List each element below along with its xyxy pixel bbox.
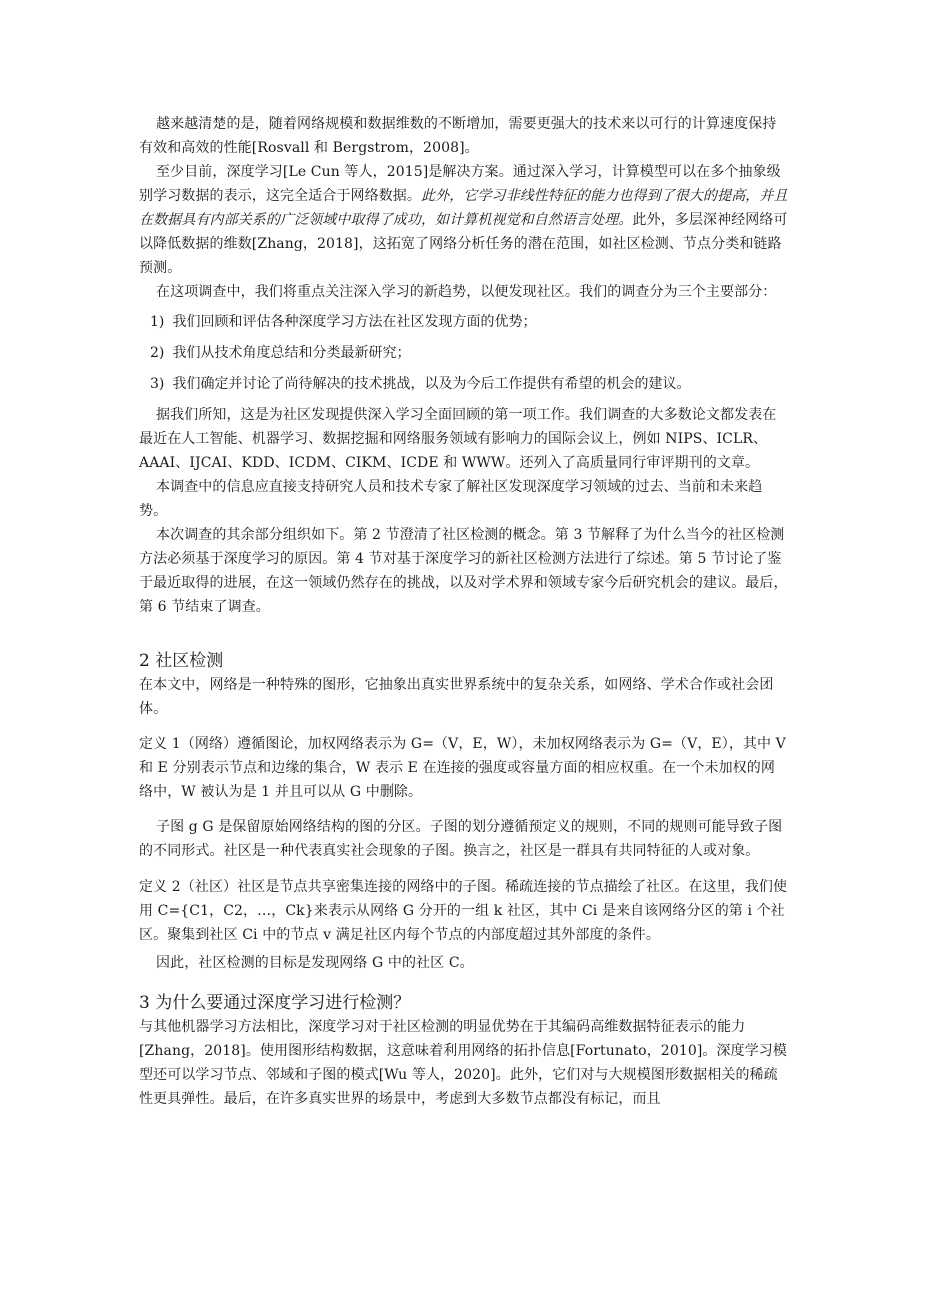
list-item-text: 我们回顾和评估各种深度学习方法在社区发现方面的优势； [172,314,537,330]
list-item [139,310,789,334]
section-2-paragraph-1: 在本文中，网络是一种特殊的图形，它抽象出真实世界系统中的复杂关系，如网络、学术合作或社会团体。 [139,677,774,717]
section-3-paragraph-1: 与其他机器学习方法相比，深度学习对于社区检测的明显优势在于其编码高维数据特征表示的能力[Zhang，2018]。使用图形结构数据，这意味着利用网络的拓扑信息[Fortunato，2010]。深度学习模型还可以学习节点、邻域和子图的模式[Wu 等人，2020]。此外，它们对与大规模图形数据相关的稀疏性更具弹性。最后，在许多真实世界的场景中，考虑到大多数节点都没有标记，而且 [139,1019,788,1107]
list-item [139,372,789,396]
section-2-heading: 2 社区检测 [139,651,224,671]
definition-1: 定义 1（网络）遵循图论，加权网络表示为 G=（V，E，W），未加权网络表示为 G=（V，E），其中 V 和 E 分别表示节点和边缘的集合，W 表示 E 在连接的强度或容量方面的相应权重。在一个未加权的网络中，W 被认为是 1 并且可以从 G 中删除。 [139,736,786,800]
document-page [139,112,789,1111]
contribution-list [139,310,789,396]
list-item-number: 3) [150,376,165,392]
list-item-text: 我们确定并讨论了尚待解决的技术挑战，以及为今后工作提供有希望的机会的建议。 [172,376,691,392]
intro-paragraph-3: 在这项调查中，我们将重点关注深入学习的新趋势，以便发现社区。我们的调查分为三个主要部分： [156,284,777,300]
list-item-number: 1) [150,314,165,330]
intro-paragraph-2-start: 至少目前，深度学习[Le Cun 等人，2015]是解决方案。通过深入学习，计算模型可以在多个抽象级别学习数据的表示，这完全适合于网络数据。 [139,164,781,204]
section-2-paragraph-2: 子图 g G 是保留原始网络结构的图的分区。子图的划分遵循预定义的规则，不同的规则可能导致子图的不同形式。社区是一种代表真实社会现象的子图。换言之，社区是一群具有共同特征的人或对象。 [139,819,783,859]
intro-paragraph-4: 据我们所知，这是为社区发现提供深入学习全面回顾的第一项工作。我们调查的大多数论文都发表在最近在人工智能、机器学习、数据挖掘和网络服务领域有影响力的国际会议上，例如 NIPS、ICLR、AAAI、IJCAI、KDD、ICDM、CIKM、ICDE 和 WWW。还列入了高质量同行审评期刊的文章。 [139,407,777,471]
intro-paragraph-2-end: 此外，多层深神经网络可以降低数据的维数[Zhang，2018]，这拓宽了网络分析任务的潜在范围，如社区检测、节点分类和链路预测。 [139,212,788,276]
section-3-heading: 3 为什么要通过深度学习进行检测？ [139,993,411,1013]
section-2-paragraph-3: 因此，社区检测的目标是发现网络 G 中的社区 C。 [156,955,474,971]
list-item-number: 2) [150,345,165,361]
definition-2: 定义 2（社区）社区是节点共享密集连接的网络中的子图。稀疏连接的节点描绘了社区。在这里，我们使用 C={C1，C2，…，Ck}来表示从网络 G 分开的一组 k 社区，其中 Ci 是来自该网络分区的第 i 个社区。聚集到社区 Ci 中的节点 v 满足社区内每个节点的内部度超过其外部度的条件。 [139,879,788,943]
list-item-text: 我们从技术角度总结和分类最新研究； [172,345,411,361]
intro-paragraph-2 [139,160,789,280]
intro-paragraph-1: 越来越清楚的是，随着网络规模和数据维数的不断增加，需要更强大的技术来以可行的计算速度保持有效和高效的性能[Rosvall 和 Bergstrom，2008]。 [139,116,777,156]
intro-paragraph-6: 本次调查的其余部分组织如下。第 2 节澄清了社区检测的概念。第 3 节解释了为什么当今的社区检测方法必须基于深度学习的原因。第 4 节对基于深度学习的新社区检测方法进行了综述。第 5 节讨论了鉴于最近取得的进展，在这一领域仍然存在的挑战，以及对学术界和领域专家今后研究机会的建议。最后，第 6 节结束了调查。 [139,527,788,615]
intro-paragraph-5: 本调查中的信息应直接支持研究人员和技术专家了解社区发现深度学习领域的过去、当前和未来趋势。 [139,479,763,519]
list-item [139,341,789,365]
intro-paragraph-2-italic: 此外，它学习非线性特征的能力也得到了很大的提高，并且在数据具有内部关系的广泛领域中取得了成功，如计算机视觉和自然语言处理。 [139,188,788,228]
